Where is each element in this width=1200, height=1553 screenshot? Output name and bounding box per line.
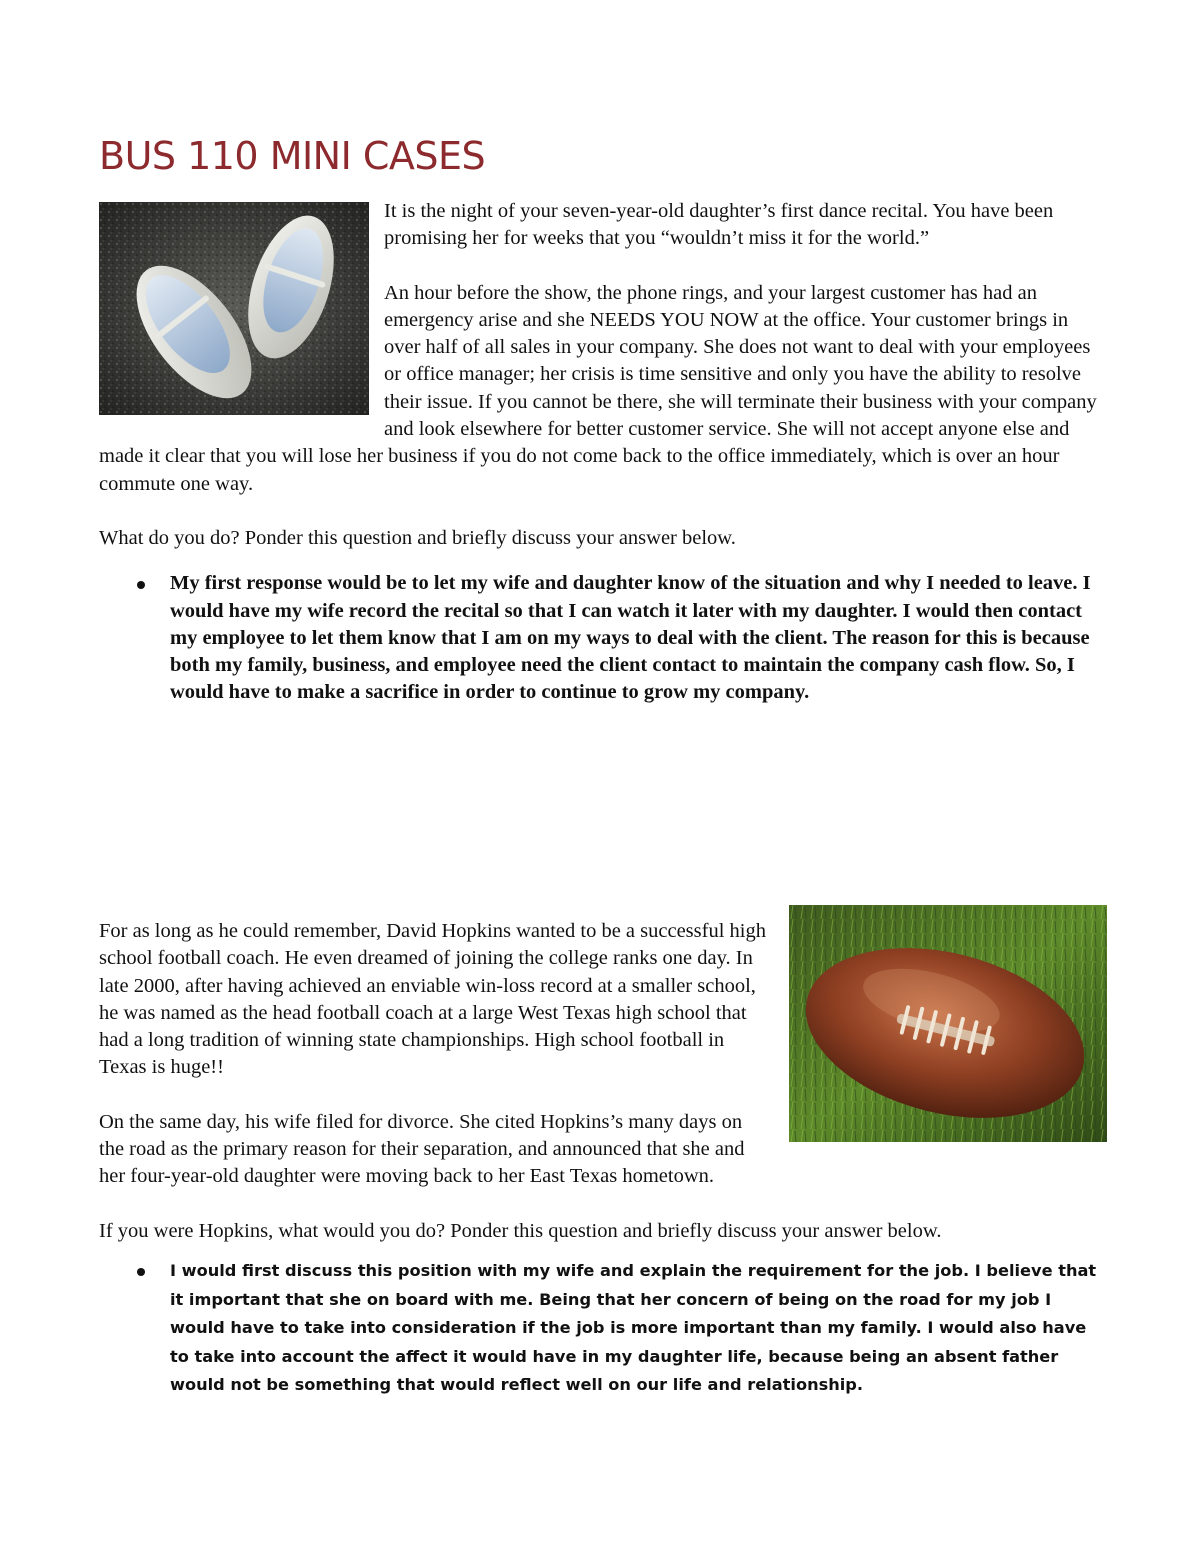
case1-paragraph-scenario: An hour before the show, the phone rings, and your largest customer has had an emergency arise and she NEEDS YOU NOW at the office. Your customer brings in over half of all sales in your company. She does not want to deal with your employees or office manager; her crisis is time sensitive and only you have the ability to resolve their issue. If you cannot be there, she will terminate their business with your company and look elsewhere for better customer service. She will not accept anyone else and made it clear that you will lose her business if you do not come back to the office immediately, which is over an hour commute one way. bbox=[99, 281, 1097, 495]
case2-answer-list bbox=[99, 1257, 1099, 1400]
case1-paragraph-intro: It is the night of your seven-year-old daughter’s first dance recital. You have been promising her for weeks that you “wouldn’t miss it for the world.” bbox=[384, 200, 1054, 250]
mini-case-football-coach bbox=[99, 918, 1099, 1400]
page-title: BUS 110 MINI CASES bbox=[99, 134, 486, 178]
list-item bbox=[99, 570, 1099, 706]
football-photo bbox=[789, 905, 1107, 1142]
case2-paragraph-divorce: On the same day, his wife filed for divorce. She cited Hopkins’s many days on the road as the primary reason for their separation, and announced that she and her four-year-old daughter were moving back to her East Texas hometown. bbox=[99, 1110, 745, 1188]
case1-answer-list bbox=[99, 570, 1099, 706]
bullet-icon bbox=[137, 1268, 145, 1276]
bullet-icon bbox=[137, 581, 145, 589]
case2-answer: I would first discuss this position with my wife and explain the requirement for the job. I believe that it important that she on board with me. Being that her concern of being on the road for my job I would have to take into consideration if the job is more important than my family. I would also have to take into account the affect it would have in my daughter life, because being an absent father would not be something that would reflect well on our life and relationship. bbox=[170, 1260, 1097, 1395]
case2-question: If you were Hopkins, what would you do? Ponder this question and briefly discuss your answer below. bbox=[99, 1219, 942, 1242]
case1-question: What do you do? Ponder this question and briefly discuss your answer below. bbox=[99, 526, 736, 549]
mini-case-recital bbox=[99, 198, 1099, 707]
list-item bbox=[99, 1257, 1099, 1400]
case2-paragraph-intro: For as long as he could remember, David Hopkins wanted to be a successful high school football coach. He even dreamed of joining the college ranks one day. In late 2000, after having achieved an enviable win-loss record at a smaller school, he was named as the head football coach at a large West Texas high school that had a long tradition of winning state championships. High school football in Texas is huge!! bbox=[99, 920, 766, 1079]
case1-answer: My first response would be to let my wife and daughter know of the situation and why I needed to leave. I would have my wife record the recital so that I can watch it later with my daughter. I would then contact my employee to let them know that I am on my ways to deal with the client. The reason for this is because both my family, business, and employee need the client contact to maintain the company cash flow. So, I would have to make a sacrifice in order to continue to grow my company. bbox=[170, 572, 1091, 704]
ballet-slippers-photo bbox=[99, 202, 369, 415]
